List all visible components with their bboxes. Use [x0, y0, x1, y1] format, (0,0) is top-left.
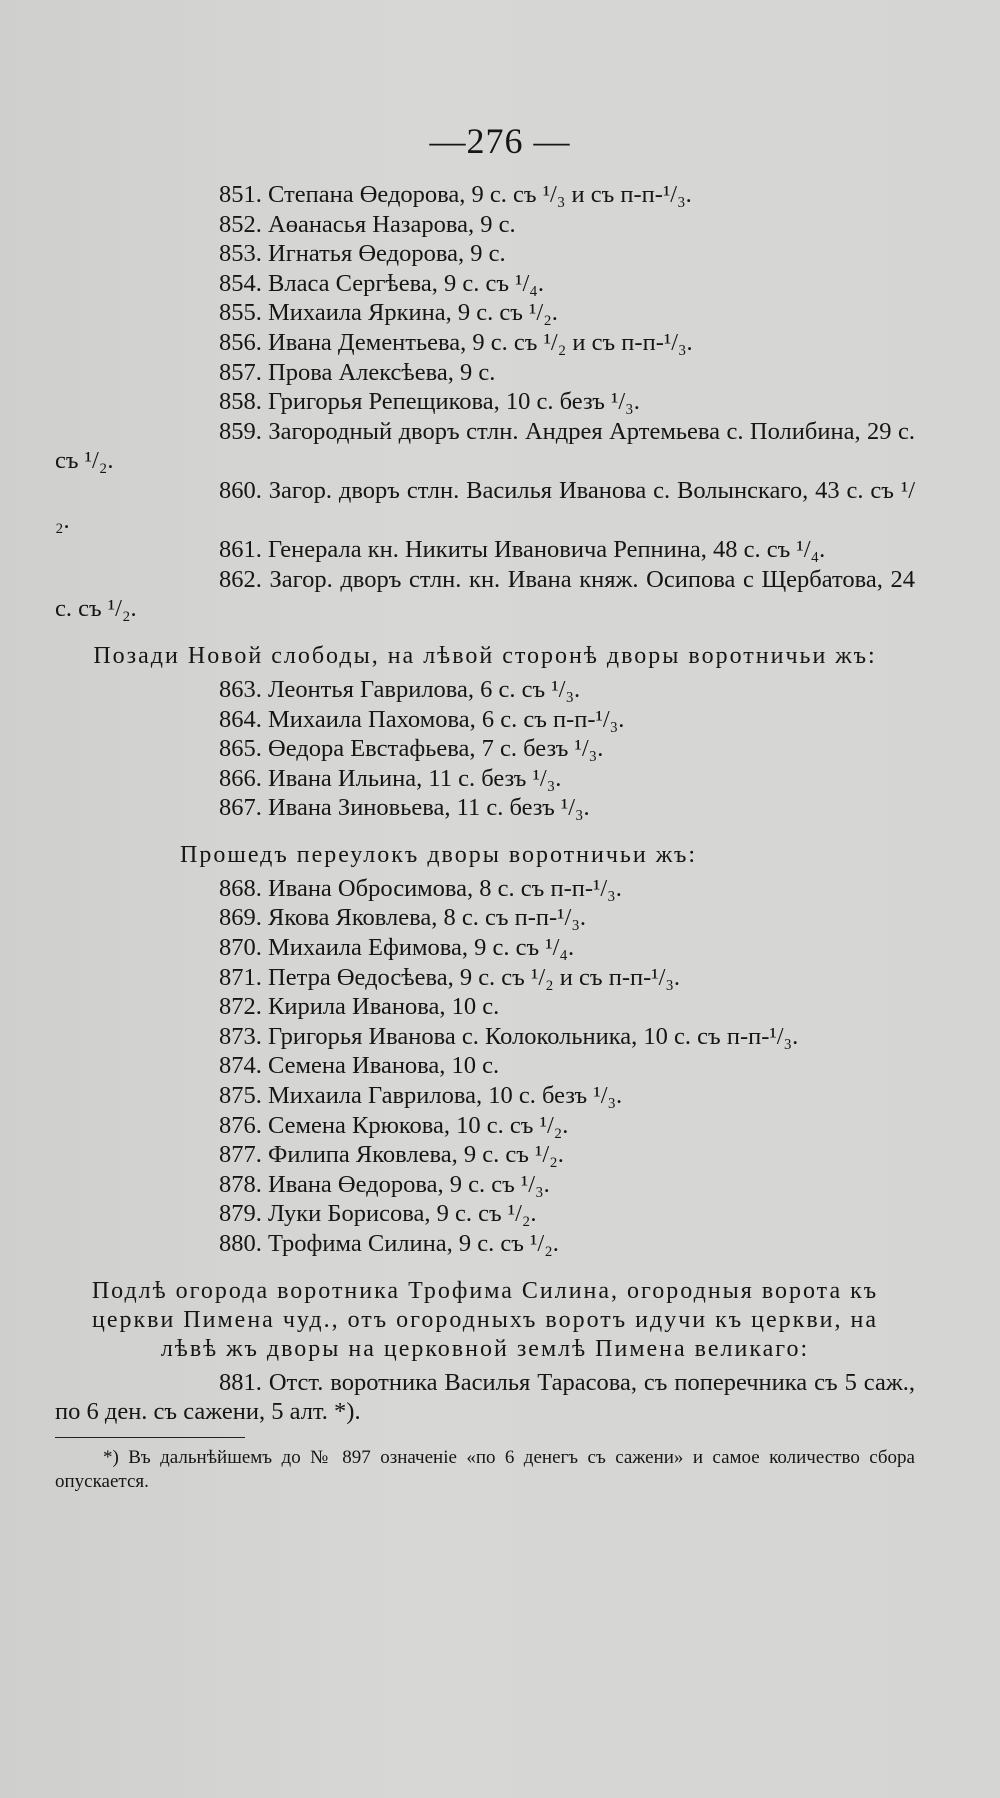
entry-number: 880. [219, 1230, 262, 1257]
entry-item [55, 734, 915, 764]
entry-text: Петра Өедосѣева, 9 с. съ ¹/₂ и съ п-п-¹/₃. [268, 963, 681, 991]
entry-text: Филипа Яковлева, 9 с. съ ¹/₂. [268, 1141, 564, 1169]
entry-number: 859. [219, 417, 262, 445]
entry-text: Луки Борисова, 9 с. съ ¹/₂. [268, 1200, 537, 1228]
entry-item [55, 358, 915, 388]
entry-text: Григорья Иванова с. Колокольника, 10 с. съ п-п-¹/₃. [268, 1022, 799, 1050]
entry-text: Загор. дворъ стлн. Василья Иванова с. Волынскаго, 43 с. съ ¹/₂. [55, 476, 915, 534]
entry-number: 856. [219, 328, 262, 356]
entry-text: Семена Иванова, 10 с. [268, 1052, 500, 1080]
entry-number: 868. [219, 874, 262, 902]
entry-item [55, 1199, 915, 1229]
entry-text: Ивана Дементьева, 9 с. съ ¹/₂ и съ п-п-¹/₃. [268, 328, 693, 356]
entry-number: 867. [219, 794, 262, 822]
entry-text: Михаила Пахомова, 6 с. съ п-п-¹/₃. [268, 705, 625, 733]
entry-text: Кирила Иванова, 10 с. [268, 993, 500, 1021]
entry-item [55, 1081, 915, 1111]
entry-text: Степана Өедорова, 9 с. съ ¹/₃ и съ п-п-¹/₃. [268, 181, 692, 208]
page-number: —276 — [429, 121, 571, 161]
entry-number: 857. [219, 358, 262, 386]
entry-item [55, 1022, 915, 1052]
entry-number: 866. [219, 764, 262, 792]
entry-text: Аөанасья Назарова, 9 с. [268, 210, 516, 238]
entry-number: 878. [219, 1170, 262, 1198]
entry-text: Власа Сергѣева, 9 с. съ ¹/₄. [268, 269, 544, 297]
entry-item [55, 417, 915, 476]
entries-block-2 [55, 675, 915, 823]
entry-text: Григорья Репещикова, 10 с. безъ ¹/₃. [268, 388, 640, 416]
entry-item [55, 1229, 915, 1259]
entry-number: 871. [219, 963, 262, 991]
entry-item [55, 1140, 915, 1170]
entry-item [55, 565, 915, 624]
entry-text: Загородный дворъ стлн. Андрея Артемьева с. Полибина, 29 с. съ ¹/₂. [55, 417, 915, 475]
entry-item [55, 239, 915, 269]
entry-number: 872. [219, 993, 262, 1021]
section-heading-1: Позади Новой слободы, на лѣвой сторонѣ дворы воротничьи жъ: [93, 642, 877, 669]
footnote: *) Въ дальнѣйшемъ до № 897 означеніе «по 6 денегъ съ сажени» и самое количество сбора опускается. [55, 1446, 915, 1492]
entry-text: Загор. дворъ стлн. кн. Ивана княж. Осипова с Щербатова, 24 с. съ ¹/₂. [55, 565, 915, 623]
entry-item [55, 903, 915, 933]
entry-text: Леонтья Гаврилова, 6 с. съ ¹/₃. [268, 675, 581, 703]
entry-item [55, 180, 915, 210]
entry-number: 865. [219, 735, 262, 763]
entry-text: Михаила Гаврилова, 10 с. безъ ¹/₃. [268, 1082, 623, 1110]
entry-number: 853. [219, 240, 262, 268]
entry-text: Ивана Өедорова, 9 с. съ ¹/₃. [268, 1170, 550, 1198]
entry-item [55, 675, 915, 705]
entry-item [55, 476, 915, 535]
entry-text: Михаила Яркина, 9 с. съ ¹/₂. [268, 299, 558, 327]
entry-number: 876. [219, 1111, 262, 1139]
entry-item [55, 328, 915, 358]
entries-block-4 [55, 1368, 915, 1427]
entry-number: 869. [219, 904, 262, 932]
entry-text: Ивана Обросимова, 8 с. съ п-п-¹/₃. [268, 874, 622, 902]
entry-text: Өедора Евстафьева, 7 с. безъ ¹/₃. [268, 735, 604, 763]
entry-item [55, 1051, 915, 1081]
entry-number: 874. [219, 1052, 262, 1080]
entry-text: Отст. воротника Василья Тарасова, съ поперечника съ 5 саж., по 6 ден. съ сажени, 5 алт. *). [55, 1368, 915, 1426]
entry-item [55, 874, 915, 904]
entry-item [55, 933, 915, 963]
entry-text: Прова Алексѣева, 9 с. [268, 358, 496, 386]
entry-item [55, 764, 915, 794]
entry-item [55, 1170, 915, 1200]
entry-item [55, 298, 915, 328]
entry-number: 862. [219, 565, 262, 593]
entry-text: Семена Крюкова, 10 с. съ ¹/₂. [268, 1111, 569, 1139]
entry-number: 870. [219, 934, 262, 962]
entry-number: 863. [219, 675, 262, 703]
entry-number: 873. [219, 1022, 262, 1050]
section-heading-3: Подлѣ огорода воротника Трофима Силина, огородныя ворота къ церкви Пимена чуд., отъ огородныхъ воротъ идучи къ церкви, на лѣвѣ жъ дворы на церковной землѣ Пимена великаго: [91, 1277, 879, 1362]
entry-number: 879. [219, 1200, 262, 1228]
footnote-rule [55, 1437, 245, 1438]
entry-text: Ивана Зиновьева, 11 с. безъ ¹/₃. [268, 794, 590, 822]
entry-item [55, 793, 915, 823]
entry-number: 877. [219, 1141, 262, 1169]
entry-number: 855. [219, 299, 262, 327]
entry-item [55, 210, 915, 240]
entry-text: Игнатья Өедорова, 9 с. [268, 240, 506, 268]
entry-item [55, 535, 915, 565]
entry-number: 852. [219, 210, 262, 238]
entry-item [55, 1111, 915, 1141]
entries-block-1 [55, 180, 915, 624]
entry-number: 860. [219, 476, 262, 504]
entry-text: Михаила Ефимова, 9 с. съ ¹/₄. [268, 934, 575, 962]
entry-number: 851. [219, 181, 262, 208]
entry-item [55, 963, 915, 993]
page-content [55, 180, 915, 1494]
entry-item [55, 269, 915, 299]
entries-block-3 [55, 874, 915, 1259]
entry-item [55, 1368, 915, 1427]
section-heading-2: Прошедъ переулокъ дворы воротничьи жъ: [180, 841, 698, 868]
entry-number: 854. [219, 269, 262, 297]
entry-item [55, 387, 915, 417]
entry-text: Трофима Силина, 9 с. съ ¹/₂. [268, 1230, 559, 1257]
entry-item [55, 705, 915, 735]
entry-text: Ивана Ильина, 11 с. безъ ¹/₃. [268, 764, 562, 792]
entry-text: Якова Яковлева, 8 с. съ п-п-¹/₃. [268, 904, 586, 932]
entry-text: Генерала кн. Никиты Ивановича Репнина, 48 с. съ ¹/₄. [268, 536, 826, 564]
entry-number: 881. [219, 1368, 262, 1396]
entry-number: 875. [219, 1082, 262, 1110]
entry-item [55, 992, 915, 1022]
entry-number: 858. [219, 388, 262, 416]
entry-number: 864. [219, 705, 262, 733]
entry-number: 861. [219, 536, 262, 564]
